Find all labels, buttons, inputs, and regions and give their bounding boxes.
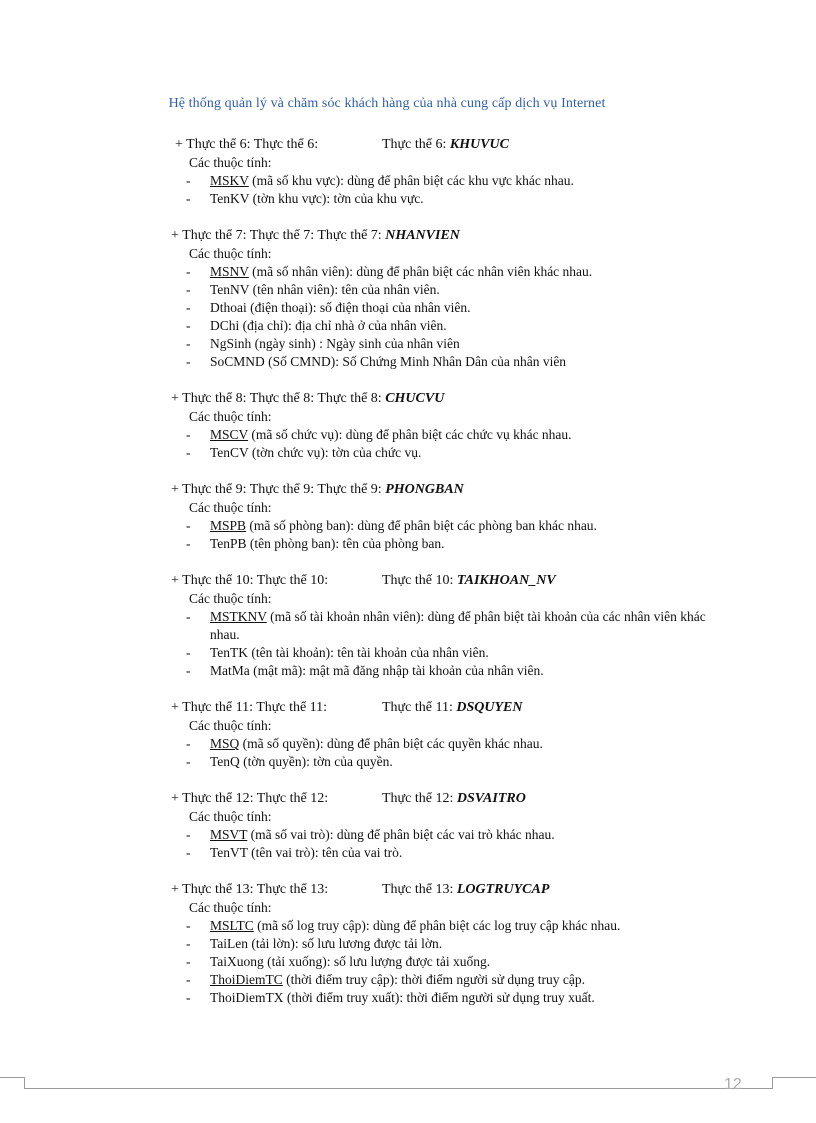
attribute-item: - MSCV (mã số chức vụ): dùng để phân biệt các chức vụ khác nhau. — [186, 427, 572, 442]
entity-prefix: + Thực thể 8: Thực thể 8: Thực thể 8: CHUCVU — [171, 391, 445, 406]
page-header: Hệ thống quản lý và chăm sóc khách hàng của nhà cung cấp dịch vụ Internet — [168, 96, 606, 111]
attribute-item: - ThoiDiemTX (thời điểm truy xuất): thời điểm người sử dụng truy xuất. — [186, 990, 595, 1005]
entity-title: Thực thể 13: LOGTRUYCAP — [382, 882, 550, 897]
attribute-item: - TenQ (tờn quyền): tờn của quyền. — [186, 754, 393, 769]
entity-section — [0, 699, 816, 771]
entity-section — [0, 390, 816, 462]
primary-key: MSVT — [210, 827, 248, 842]
entity-heading — [0, 572, 816, 590]
entity-prefix: + Thực thể 10: Thực thể 10: — [171, 573, 329, 588]
footer-border — [0, 1077, 24, 1078]
entity-name: DSVAITRO — [456, 791, 526, 806]
entity-prefix: + Thực thể 12: Thực thể 12: — [171, 791, 329, 806]
attribute-item: - TaiXuong (tải xuống): số lưu lượng được tải xuống. — [186, 954, 491, 969]
entity-title: Thực thể 10: TAIKHOAN_NV — [382, 573, 556, 588]
entity-section — [0, 790, 816, 862]
attributes-label: Các thuộc tính: — [189, 809, 272, 824]
footer-border — [772, 1077, 773, 1089]
attribute-item: - MSLTC (mã số log truy cập): dùng để phân biệt các log truy cập khác nhau. — [186, 918, 621, 933]
attribute-item: - Dthoai (điện thoại): số điện thoại của nhân viên. — [186, 300, 471, 315]
entity-section — [0, 136, 816, 208]
attribute-item: - TenKV (tờn khu vực): tờn của khu vực. — [186, 191, 424, 206]
attribute-item: - MSPB (mã số phòng ban): dùng để phân biệt các phòng ban khác nhau. — [186, 518, 597, 533]
entity-title: Thực thể 7: NHANVIEN — [317, 228, 460, 243]
entity-heading — [0, 881, 816, 899]
attribute-item: - TenVT (tên vai trò): tên của vai trò. — [186, 845, 403, 860]
attributes-label: Các thuộc tính: — [189, 718, 272, 733]
entity-prefix: + Thực thể 6: Thực thể 6: — [175, 137, 319, 152]
attribute-item: - TenNV (tên nhân viên): tên của nhân viên. — [186, 282, 440, 297]
attribute-item: - ThoiDiemTC (thời điểm truy cập): thời điểm người sử dụng truy cập. — [186, 972, 585, 987]
attribute-item: - MSNV (mã số nhân viên): dùng để phân biệt các nhân viên khác nhau. — [186, 264, 593, 279]
entity-prefix: + Thực thể 9: Thực thể 9: Thực thể 9: PHONGBAN — [171, 482, 464, 497]
attributes-label: Các thuộc tính: — [189, 900, 272, 915]
primary-key: MSCV — [210, 427, 249, 442]
attributes-label: Các thuộc tính: — [189, 246, 272, 261]
entity-title: Thực thể 12: DSVAITRO — [382, 791, 526, 806]
entity-section — [0, 481, 816, 553]
entity-name: CHUCVU — [385, 391, 445, 406]
attributes-label: Các thuộc tính: — [189, 155, 272, 170]
entity-name: DSQUYEN — [456, 700, 523, 715]
attribute-item: - TenPB (tên phòng ban): tên của phòng ban. — [186, 536, 445, 551]
footer-border — [24, 1088, 772, 1089]
footer-border — [772, 1077, 816, 1078]
entity-heading — [0, 790, 816, 808]
page-number: 12 — [724, 1076, 742, 1093]
entity-heading — [0, 699, 816, 717]
attributes-label: Các thuộc tính: — [189, 500, 272, 515]
primary-key: MSTKNV — [210, 609, 267, 624]
entity-heading — [0, 227, 816, 245]
entity-title: Thực thể 9: PHONGBAN — [317, 482, 464, 497]
entity-prefix: + Thực thể 13: Thực thể 13: — [171, 882, 329, 897]
attribute-item: - TenTK (tên tài khoản): tên tài khoản của nhân viên. — [186, 645, 489, 660]
primary-key: MSQ — [210, 736, 240, 751]
primary-key: ThoiDiemTC — [210, 972, 283, 987]
primary-key: MSKV — [210, 173, 249, 188]
entity-section — [0, 572, 816, 680]
attribute-item: - MSKV (mã số khu vực): dùng để phân biệt các khu vực khác nhau. — [186, 173, 574, 188]
entity-name: TAIKHOAN_NV — [456, 573, 556, 588]
attributes-label: Các thuộc tính: — [189, 409, 272, 424]
attribute-item: - MSQ (mã số quyền): dùng để phân biệt các quyền khác nhau. — [186, 736, 543, 751]
attribute-item: - SoCMND (Số CMND): Số Chứng Minh Nhân Dân của nhân viên — [186, 354, 567, 369]
entity-title: Thực thể 11: DSQUYEN — [382, 700, 523, 715]
attribute-item: - NgSinh (ngày sinh) : Ngày sinh của nhân viên — [186, 336, 460, 351]
entity-prefix: + Thực thể 7: Thực thể 7: Thực thể 7: NHANVIEN — [171, 228, 460, 243]
entity-title: Thực thể 8: CHUCVU — [317, 391, 445, 406]
attribute-item: - MSTKNV (mã số tài khoản nhân viên): dùng để phân biệt tài khoản của các nhân viên khác nhau. — [186, 609, 706, 642]
attribute-item: - MatMa (mật mã): mật mã đăng nhập tài khoản của nhân viên. — [186, 663, 544, 678]
attribute-item: - DChi (địa chỉ): địa chỉ nhà ở của nhân viên. — [186, 318, 447, 333]
entity-heading — [0, 390, 816, 408]
entity-name: KHUVUC — [449, 137, 509, 152]
entity-section — [0, 227, 816, 371]
primary-key: MSNV — [210, 264, 249, 279]
entity-name: PHONGBAN — [385, 482, 464, 497]
attribute-item: - MSVT (mã số vai trò): dùng để phân biệt các vai trò khác nhau. — [186, 827, 555, 842]
primary-key: MSPB — [210, 518, 247, 533]
entity-title: Thực thể 6: KHUVUC — [382, 137, 509, 152]
entity-name: NHANVIEN — [385, 228, 460, 243]
entity-heading — [0, 136, 816, 154]
document-body — [0, 136, 816, 1026]
attribute-item: - TaiLen (tải lờn): số lưu lương được tải lờn. — [186, 936, 443, 951]
primary-key: MSLTC — [210, 918, 254, 933]
entity-heading — [0, 481, 816, 499]
entity-prefix: + Thực thể 11: Thực thể 11: — [171, 700, 328, 715]
entity-name: LOGTRUYCAP — [456, 882, 550, 897]
attributes-label: Các thuộc tính: — [189, 591, 272, 606]
entity-section — [0, 881, 816, 1007]
attribute-item: - TenCV (tờn chức vụ): tờn của chức vụ. — [186, 445, 422, 460]
